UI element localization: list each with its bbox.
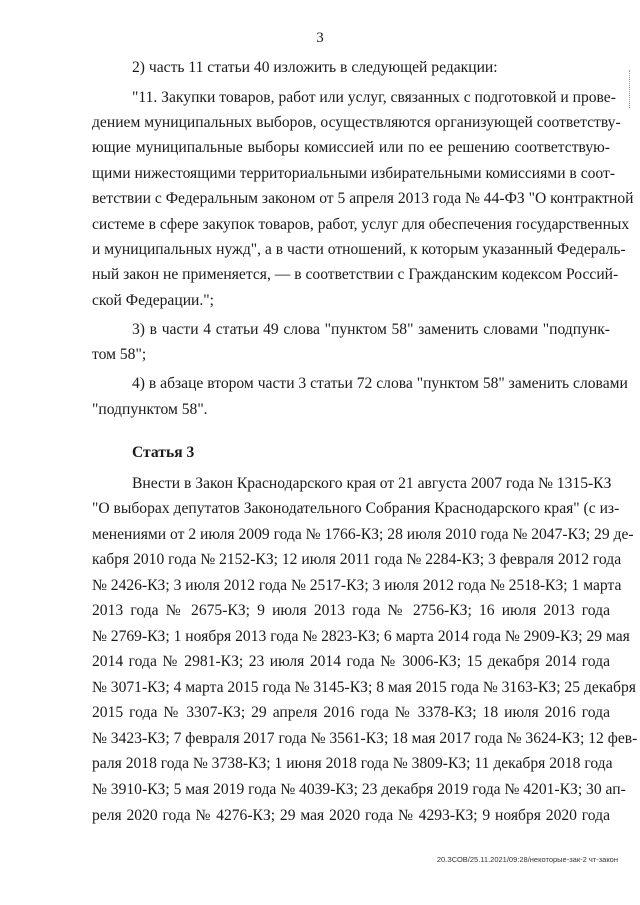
page-number: 3 <box>316 30 324 46</box>
text-line: том 58"; <box>92 346 147 363</box>
text-line: 2015 года № 3307-КЗ; 29 апреля 2016 года № 3378-КЗ; 18 июля 2016 года <box>92 704 610 721</box>
text-line: 2) часть 11 статьи 40 изложить в следующей редакции: <box>132 59 498 76</box>
text-line: реля 2020 года № 4276-КЗ; 29 мая 2020 года № 4293-КЗ; 9 ноября 2020 года <box>92 807 610 824</box>
text-line: кабря 2010 года № 2152-КЗ; 12 июля 2011 года № 2284-КЗ; 3 февраля 2012 года <box>92 551 622 568</box>
text-line: раля 2018 года № 3738-КЗ; 1 июня 2018 года № 3809-КЗ; 11 декабря 2018 года <box>92 755 613 772</box>
text-line: 2014 года № 2981-КЗ; 23 июля 2014 года № 3006-КЗ; 15 декабря 2014 года <box>92 653 610 670</box>
text-line: "О выборах депутатов Законодательного Собрания Краснодарского края" (с из- <box>92 500 620 517</box>
article-heading: Статья 3 <box>132 444 195 461</box>
text-line: 2013 года № 2675-КЗ; 9 июля 2013 года № 2756-КЗ; 16 июля 2013 года <box>92 602 610 619</box>
text-line: и муниципальных нужд", а в части отношений, к которым указанный Федераль- <box>92 241 626 258</box>
text-line: № 3071-КЗ; 4 марта 2015 года № 3145-КЗ; 8 мая 2015 года № 3163-КЗ; 25 декабря <box>92 679 636 696</box>
text-line: менениями от 2 июля 2009 года № 1766-КЗ; 28 июля 2010 года № 2047-КЗ; 29 де- <box>92 526 634 543</box>
text-line: 4) в абзаце втором части 3 статьи 72 слова "пунктом 58" заменить словами <box>132 375 628 392</box>
scan-edge-mark <box>629 70 634 108</box>
text-line: ской Федерации."; <box>92 292 214 309</box>
text-line: № 2426-КЗ; 3 июля 2012 года № 2517-КЗ; 3 июля 2012 года № 2518-КЗ; 1 марта <box>92 577 622 594</box>
text-line: ветствии с Федеральным законом от 5 апреля 2013 года № 44-ФЗ "О контрактной <box>92 190 634 207</box>
text-line: щими нижестоящими территориальными избирательными комиссиями в соот- <box>92 165 616 182</box>
text-line: 3) в части 4 статьи 49 слова "пунктом 58" заменить словами "подпунк- <box>132 321 610 338</box>
text-line: ющие муниципальные выборы комиссией или по ее решению соответствую- <box>92 139 610 156</box>
text-line: № 2769-КЗ; 1 ноября 2013 года № 2823-КЗ; 6 марта 2014 года № 2909-КЗ; 29 мая <box>92 628 630 645</box>
text-line: № 3910-КЗ; 5 мая 2019 года № 4039-КЗ; 23 декабря 2019 года № 4201-КЗ; 30 ап- <box>92 781 626 798</box>
text-line: "11. Закупки товаров, работ или услуг, связанных с подготовкой и прове- <box>132 89 616 106</box>
document-footer-stamp: 20.ЗСОВ/25.11.2021/09:28/некоторые-зак-2 чт-закон <box>436 855 618 864</box>
text-line: ный закон не применяется, — в соответствии с Гражданским кодексом Россий- <box>92 266 619 283</box>
text-line: системе в сфере закупок товаров, работ, услуг для обеспечения государственных <box>92 216 630 233</box>
text-line: "подпунктом 58". <box>92 401 208 418</box>
text-line: № 3423-КЗ; 7 февраля 2017 года № 3561-КЗ; 18 мая 2017 года № 3624-КЗ; 12 фев- <box>92 730 638 747</box>
text-line: дением муниципальных выборов, осуществляются организующей соответству- <box>92 114 621 131</box>
text-line: Внести в Закон Краснодарского края от 21 августа 2007 года № 1315-КЗ <box>132 475 612 492</box>
